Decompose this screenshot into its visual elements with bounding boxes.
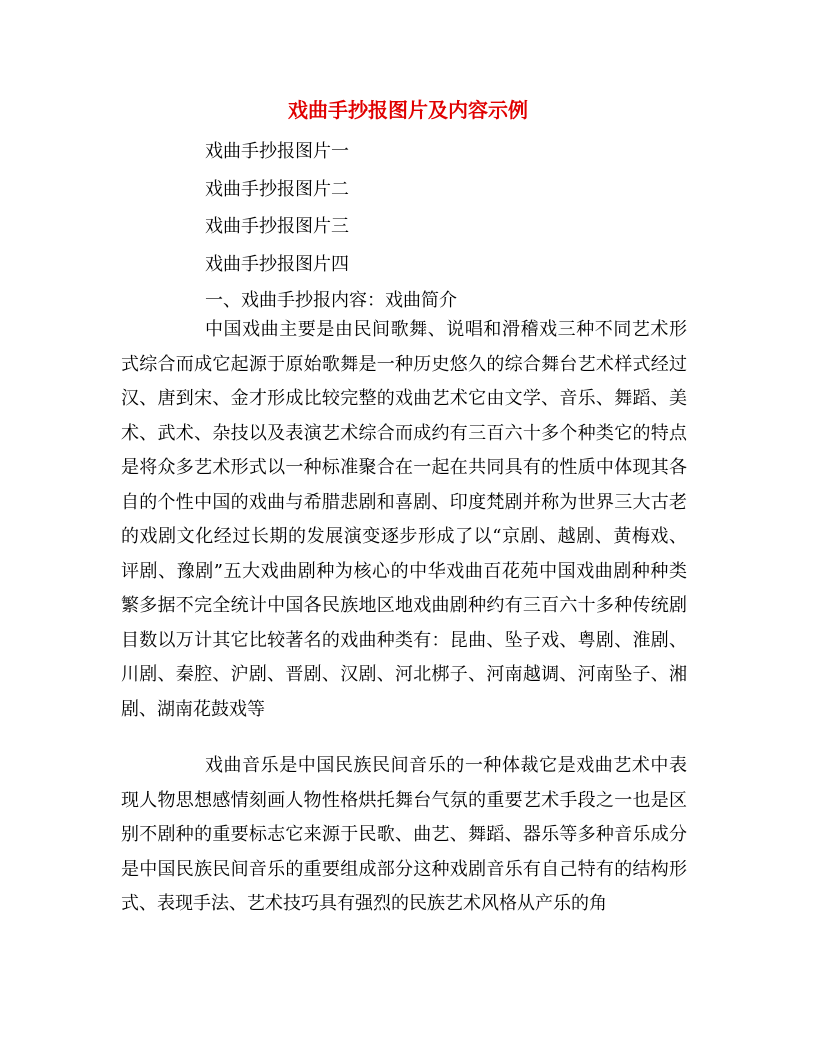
paragraph-opera-music: 戏曲音乐是中国民族民间音乐的一种体裁它是戏曲艺术中表现人物思想感情刻画人物性格烘托舞台气氛的重要艺术手段之一也是区别不剧种的重要标志它来源于民歌、曲艺、舞蹈、器乐等多种音乐成分是中国民族民间音乐的重要组成部分这种戏剧音乐有自己特有的结构形式、表现手法、艺术技巧具有强烈的民族艺术风格从产乐的角 [121, 755, 687, 914]
paragraph-opera-intro: 中国戏曲主要是由民间歌舞、说唱和滑稽戏三种不同艺术形式综合而成它起源于原始歌舞是一种历史悠久的综合舞台艺术样式经过汉、唐到宋、金才形成比较完整的戏曲艺术它由文学、音乐、舞蹈、美术、武术、杂技以及表演艺术综合而成约有三百六十多个种类它的特点是将众多艺术形式以一种标准聚合在一起在共同具有的性质中体现其各自的个性中国的戏曲与希腊悲剧和喜剧、印度梵剧并称为世界三大古老的戏剧文化经过长期的发展演变逐步形成了以“京剧、越剧、黄梅戏、评剧、豫剧”五大戏曲剧种为核心的中华戏曲百花苑中国戏曲剧种种类繁多据不完全统计中国各民族地区地戏曲剧种约有三百六十多种传统剧目数以万计其它比较著名的戏曲种类有：昆曲、坠子戏、粤剧、淮剧、川剧、秦腔、沪剧、晋剧、汉剧、河北梆子、河南越调、河南坠子、湘剧、湖南花鼓戏等 [121, 319, 687, 720]
image-item-3: 戏曲手抄报图片三 [205, 216, 349, 237]
image-item-2: 戏曲手抄报图片二 [205, 179, 349, 200]
image-item-1: 戏曲手抄报图片一 [205, 141, 349, 162]
document-title: 戏曲手抄报图片及内容示例 [288, 98, 528, 122]
section-heading: 一、戏曲手抄报内容：戏曲简介 [205, 290, 457, 311]
image-item-4: 戏曲手抄报图片四 [205, 254, 349, 275]
